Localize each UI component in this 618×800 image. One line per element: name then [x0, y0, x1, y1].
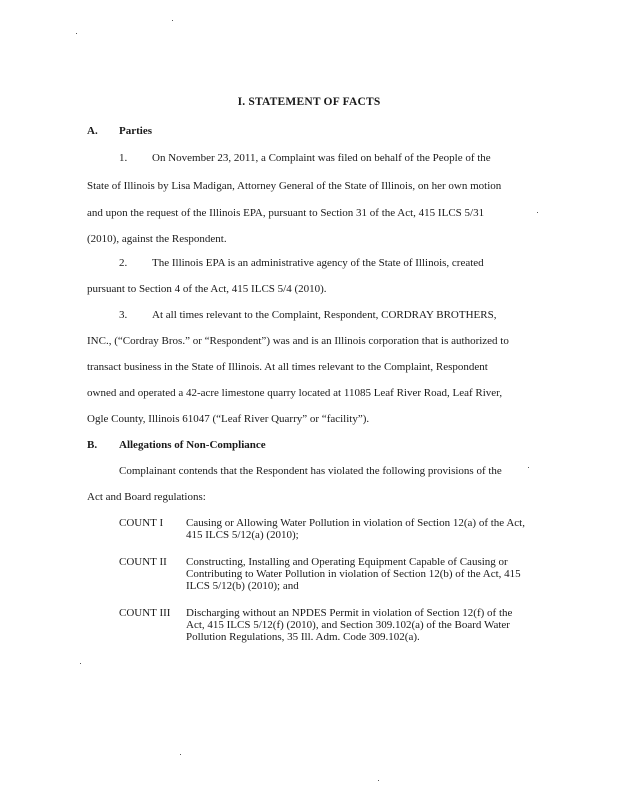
count-2-label: COUNT II: [119, 556, 167, 568]
paragraph-3-line: owned and operated a 42-acre limestone quarry located at 11085 Leaf River Road, Leaf River,: [87, 387, 503, 399]
scan-speck: [378, 780, 379, 781]
section-a-number: A.: [87, 125, 98, 137]
paragraph-2-line: The Illinois EPA is an administrative agency of the State of Illinois, created: [152, 257, 484, 269]
paragraph-3-line: Ogle County, Illinois 61047 (“Leaf River Quarry” or “facility”).: [87, 413, 370, 425]
scan-speck: [537, 212, 538, 213]
scan-speck: [180, 754, 181, 755]
section-b-intro-line: Complainant contends that the Respondent has violated the following provisions of the: [119, 465, 502, 477]
paragraph-2-line: pursuant to Section 4 of the Act, 415 ILCS 5/4 (2010).: [87, 283, 327, 295]
paragraph-1-line: State of Illinois by Lisa Madigan, Attorney General of the State of Illinois, on her own motion: [87, 180, 502, 192]
count-2-text: Constructing, Installing and Operating Equipment Capable of Causing or Contributing to Water Pollution in violation of Section 12(b) of the Act, 415 ILCS 5/12(b) (2010); and: [186, 556, 521, 592]
paragraph-1-line: and upon the request of the Illinois EPA, pursuant to Section 31 of the Act, 415 ILCS 5/31: [87, 207, 485, 219]
scan-speck: [76, 33, 77, 34]
scan-speck: [172, 20, 173, 21]
paragraph-3-line: INC., (“Cordray Bros.” or “Respondent”) was and is an Illinois corporation that is authorized to: [87, 335, 509, 347]
paragraph-3-line: transact business in the State of Illinois. At all times relevant to the Complaint, Respondent: [87, 361, 488, 373]
section-b-number: B.: [87, 439, 98, 451]
paragraph-1-line: On November 23, 2011, a Complaint was filed on behalf of the People of the: [152, 152, 491, 164]
section-a-heading: Parties: [119, 125, 152, 137]
section-b-intro-line: Act and Board regulations:: [87, 491, 206, 503]
paragraph-1-number: 1.: [119, 152, 128, 164]
count-3-text: Discharging without an NPDES Permit in violation of Section 12(f) of the Act, 415 ILCS 5/12(f) (2010), and Section 309.102(a) of the Board Water Pollution Regulations, 35 Ill. Adm. Code 309.102(a).: [186, 607, 513, 643]
count-3-label: COUNT III: [119, 607, 171, 619]
paragraph-1-line: (2010), against the Respondent.: [87, 233, 227, 245]
count-1-text: Causing or Allowing Water Pollution in violation of Section 12(a) of the Act, 415 ILCS 5/12(a) (2010);: [186, 517, 525, 541]
paragraph-2-number: 2.: [119, 257, 128, 269]
count-1-label: COUNT I: [119, 517, 164, 529]
paragraph-3-line: At all times relevant to the Complaint, Respondent, CORDRAY BROTHERS,: [152, 309, 497, 321]
section-b-heading: Allegations of Non-Compliance: [119, 439, 266, 451]
page-title: I. STATEMENT OF FACTS: [237, 96, 381, 108]
scan-speck: [528, 467, 529, 468]
paragraph-3-number: 3.: [119, 309, 128, 321]
scan-speck: [80, 663, 81, 664]
